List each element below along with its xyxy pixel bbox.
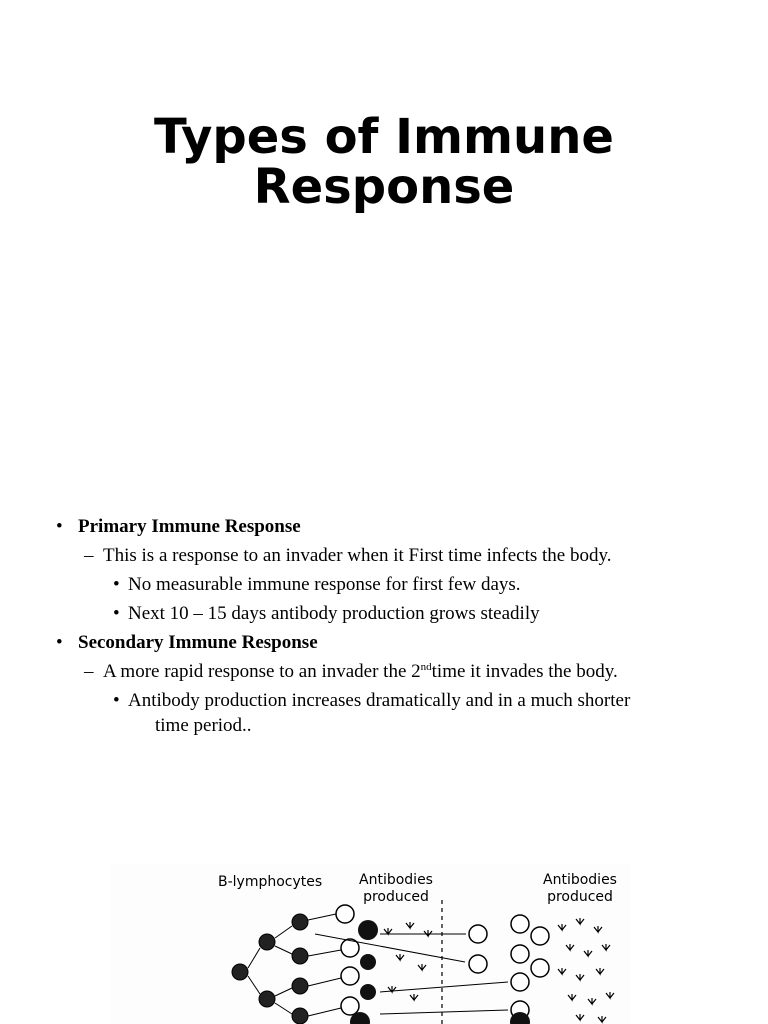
primary-point-1: No measurable immune response for first few days. [128, 574, 521, 595]
list-item [56, 659, 656, 684]
list-item [56, 514, 656, 539]
list-item [56, 688, 656, 738]
cell [341, 967, 359, 985]
title-line-2: Response [253, 159, 515, 215]
cell [531, 959, 549, 977]
cell [292, 914, 308, 930]
lymphocyte-diagram [110, 864, 630, 1024]
secondary-point-line-2: time period.. [155, 715, 252, 736]
secondary-heading: Secondary Immune Response [78, 632, 318, 653]
antibodies-label-2-line-2: produced [547, 889, 613, 905]
bullet-marker: • [56, 632, 63, 653]
cell [511, 973, 529, 991]
antibodies-label-2-line-1: Antibodies [543, 872, 617, 888]
list-item [56, 572, 656, 597]
secondary-description-part-2: time it invades the body. [431, 661, 618, 682]
cell [358, 920, 378, 940]
dash-marker: – [84, 661, 94, 682]
cell [469, 925, 487, 943]
cell [232, 964, 248, 980]
bullet-marker: • [113, 574, 120, 595]
cell [511, 915, 529, 933]
bullet-marker: • [56, 516, 63, 537]
dash-marker: – [84, 545, 94, 566]
bullet-list [56, 514, 656, 742]
secondary-description-part-1: A more rapid response to an invader the 2 [103, 661, 421, 682]
secondary-point-line-1: Antibody production increases dramatically and in a much shorter [128, 690, 631, 711]
cell [511, 945, 529, 963]
primary-point-2: Next 10 – 15 days antibody production grows steadily [128, 603, 540, 624]
cell [360, 984, 376, 1000]
antibodies-label-1-line-1: Antibodies [359, 872, 433, 888]
list-item [56, 601, 656, 626]
cell [259, 934, 275, 950]
ordinal-suffix: nd [420, 661, 432, 673]
cell [292, 978, 308, 994]
page-title [0, 109, 768, 215]
cell [292, 1008, 308, 1024]
bullet-marker: • [113, 690, 120, 711]
title-line-1: Types of Immune [154, 109, 614, 165]
antibodies-label-1-line-2: produced [363, 889, 429, 905]
cell [469, 955, 487, 973]
cell [341, 997, 359, 1015]
list-item [56, 630, 656, 655]
cell [259, 991, 275, 1007]
b-lymphocytes-label: B-lymphocytes [218, 874, 323, 890]
cell [360, 954, 376, 970]
primary-description: This is a response to an invader when it First time infects the body. [103, 545, 612, 566]
bullet-marker: • [113, 603, 120, 624]
cell [336, 905, 354, 923]
cell [531, 927, 549, 945]
list-item [56, 543, 656, 568]
cell [292, 948, 308, 964]
primary-heading: Primary Immune Response [78, 516, 301, 537]
